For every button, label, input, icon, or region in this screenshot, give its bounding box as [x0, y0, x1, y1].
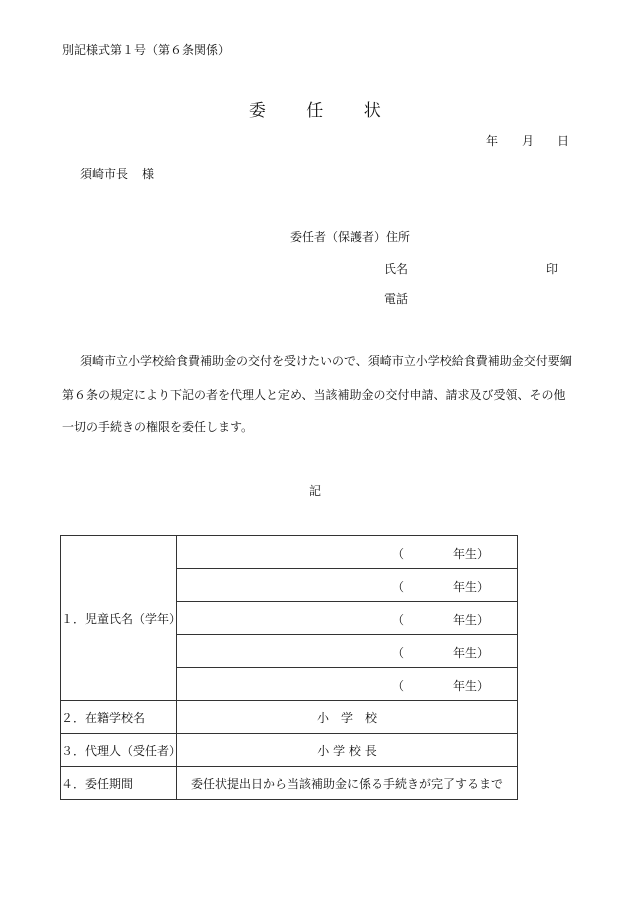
child-name-cell — [177, 635, 518, 668]
grade-paren-open: （ — [392, 547, 405, 561]
ki-heading: 記 — [308, 484, 321, 498]
table-row — [61, 536, 518, 569]
table-row — [61, 701, 518, 734]
date-day: 日 — [557, 134, 570, 148]
child-name-label: １．児童氏名（学年） — [61, 536, 177, 701]
body-line-1: 須崎市立小学校給食費補助金の交付を受けたいので、須崎市立小学校給食費補助金交付要綱 — [80, 354, 572, 368]
date-month: 月 — [522, 134, 535, 148]
title-char-2: 任 — [306, 101, 324, 121]
child-name-cell — [177, 668, 518, 701]
period-label: ４．委任期間 — [61, 767, 177, 800]
child-name-cell — [177, 569, 518, 602]
grade-suffix: 年生） — [453, 547, 490, 561]
addressee-honorific: 様 — [142, 167, 155, 181]
delegator-address-label: 委任者（保護者）住所 — [290, 230, 411, 244]
grade-paren-open: （ — [392, 679, 405, 693]
grade-suffix: 年生） — [453, 679, 490, 693]
child-name-cell — [177, 602, 518, 635]
grade-suffix: 年生） — [453, 580, 490, 594]
table-row — [61, 734, 518, 767]
addressee — [80, 165, 154, 182]
document-title — [0, 96, 630, 121]
agent-value: 小 学 校 長 — [177, 734, 518, 767]
details-table — [60, 535, 518, 800]
seal-mark: 印 — [546, 262, 559, 276]
grade-paren-open: （ — [392, 613, 405, 627]
child-name-cell — [177, 536, 518, 569]
title-char-1: 委 — [248, 101, 267, 121]
body-line-2: 第６条の規定により下記の者を代理人と定め、当該補助金の交付申請、請求及び受領、その他 — [62, 388, 566, 402]
table-row — [61, 767, 518, 800]
delegator-phone-label: 電話 — [384, 292, 409, 306]
agent-label: ３．代理人（受任者） — [61, 734, 177, 767]
addressee-name: 須崎市長 — [80, 167, 129, 181]
period-value: 委任状提出日から当該補助金に係る手続きが完了するまで — [177, 767, 518, 800]
grade-suffix: 年生） — [453, 613, 490, 627]
date-year: 年 — [486, 134, 499, 148]
delegator-name-label: 氏名 — [384, 262, 409, 276]
title-char-3: 状 — [363, 101, 382, 121]
grade-paren-open: （ — [392, 646, 405, 660]
school-value: 小 学 校 — [177, 701, 518, 734]
form-number: 別記様式第１号（第６条関係） — [62, 43, 231, 57]
body-line-3: 一切の手続きの権限を委任します。 — [62, 420, 254, 434]
grade-suffix: 年生） — [453, 646, 490, 660]
school-label: ２．在籍学校名 — [61, 701, 177, 734]
grade-paren-open: （ — [392, 580, 405, 594]
